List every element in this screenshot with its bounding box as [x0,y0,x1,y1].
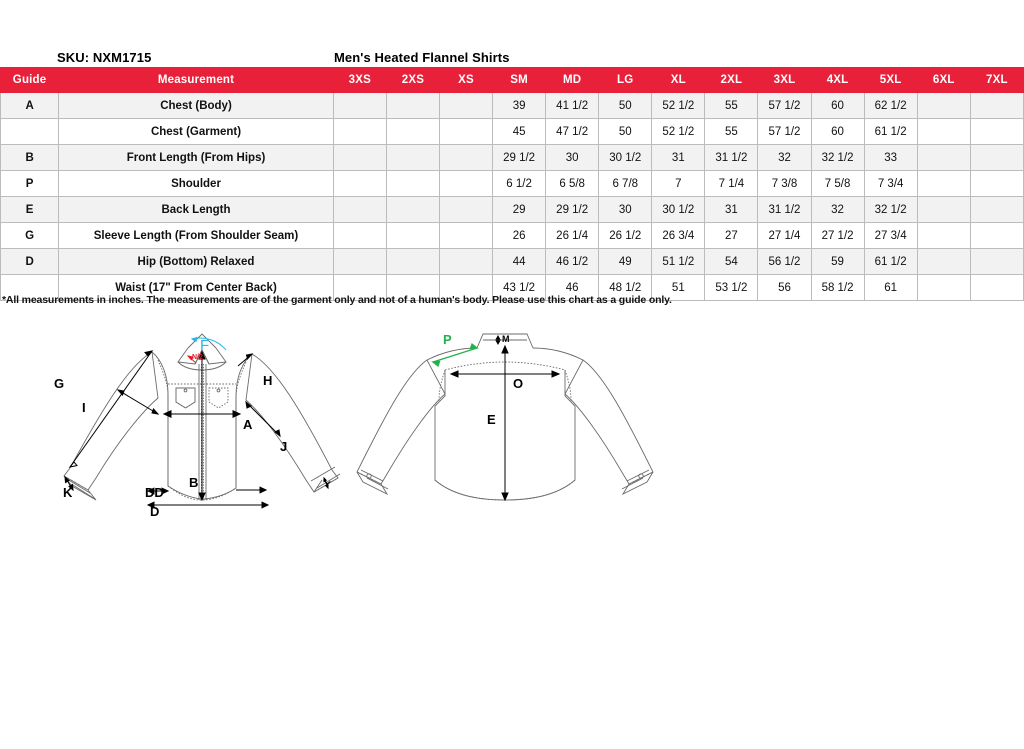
value-cell: 27 [705,223,758,249]
value-cell: 58 1/2 [811,275,864,301]
value-cell: 31 [652,145,705,171]
value-cell [917,145,970,171]
value-cell [439,249,492,275]
measurement-cell: Waist (17" From Center Back) [59,275,334,301]
value-cell: 39 [493,93,546,119]
column-header-measurement: Measurement [59,68,334,93]
diagram-label-E: E [487,412,496,427]
value-cell: 27 1/4 [758,223,811,249]
value-cell: 59 [811,249,864,275]
column-header-3xs: 3XS [333,68,386,93]
value-cell [917,197,970,223]
diagram-label-DD: DD [145,485,164,500]
value-cell: 27 1/2 [811,223,864,249]
guide-cell: D [1,249,59,275]
diagram-label-D: D [150,504,160,519]
guide-cell: A [1,93,59,119]
value-cell: 26 3/4 [652,223,705,249]
guide-cell: B [1,145,59,171]
value-cell [439,171,492,197]
value-cell [386,93,439,119]
value-cell [386,171,439,197]
value-cell: 61 1/2 [864,249,917,275]
table-header-row [1,68,1024,93]
table-row [1,171,1024,197]
measurement-cell: Chest (Garment) [59,119,334,145]
value-cell [917,171,970,197]
table-row [1,197,1024,223]
column-header-2xs: 2XS [386,68,439,93]
value-cell: 31 1/2 [705,145,758,171]
diagram-label-G: G [54,376,65,391]
column-header-md: MD [546,68,599,93]
column-header-sm: SM [493,68,546,93]
value-cell [386,223,439,249]
value-cell: 57 1/2 [758,119,811,145]
value-cell: 49 [599,249,652,275]
measurement-cell: Sleeve Length (From Shoulder Seam) [59,223,334,249]
value-cell: 6 1/2 [493,171,546,197]
measurement-cell: Hip (Bottom) Relaxed [59,249,334,275]
value-cell: 31 1/2 [758,197,811,223]
value-cell: 6 7/8 [599,171,652,197]
value-cell [970,171,1023,197]
value-cell: 29 1/2 [493,145,546,171]
table-row [1,93,1024,119]
value-cell [333,249,386,275]
column-header-3xl: 3XL [758,68,811,93]
value-cell [970,197,1023,223]
diagram-label-A: A [243,417,253,432]
size-chart-table [0,67,1024,301]
value-cell: 26 [493,223,546,249]
value-cell: 50 [599,93,652,119]
value-cell [333,223,386,249]
value-cell: 48 1/2 [599,275,652,301]
value-cell: 30 1/2 [652,197,705,223]
value-cell [917,119,970,145]
value-cell: 31 [705,197,758,223]
value-cell: 54 [705,249,758,275]
diagram-label-O: O [513,376,524,391]
value-cell: 51 [652,275,705,301]
product-name-label: Men's Heated Flannel Shirts [334,50,510,65]
value-cell: 51 1/2 [652,249,705,275]
table-header [1,68,1024,93]
value-cell: 32 [758,145,811,171]
guide-cell: E [1,197,59,223]
guide-cell [1,119,59,145]
value-cell [439,93,492,119]
back-view-shirt-diagram [355,318,655,528]
value-cell: 43 1/2 [493,275,546,301]
diagram-label-H: H [263,373,273,388]
value-cell [386,145,439,171]
column-header-2xl: 2XL [705,68,758,93]
value-cell [917,93,970,119]
value-cell: 47 1/2 [546,119,599,145]
value-cell: 27 3/4 [864,223,917,249]
value-cell: 33 [864,145,917,171]
value-cell: 29 1/2 [546,197,599,223]
value-cell: 52 1/2 [652,119,705,145]
value-cell [439,197,492,223]
diagram-label-P: P [443,332,452,347]
column-header-xl: XL [652,68,705,93]
value-cell: 7 3/4 [864,171,917,197]
front-view-shirt-diagram [40,318,370,538]
value-cell: 7 1/4 [705,171,758,197]
column-header-lg: LG [599,68,652,93]
value-cell: 32 [811,197,864,223]
value-cell: 7 [652,171,705,197]
value-cell: 32 1/2 [864,197,917,223]
value-cell: 44 [493,249,546,275]
column-header-xs: XS [439,68,492,93]
sku-label: SKU: NXM1715 [57,50,152,65]
value-cell: 55 [705,119,758,145]
diagram-label-K: K [63,485,73,500]
column-header-guide: Guide [1,68,59,93]
value-cell: 60 [811,93,864,119]
value-cell [970,275,1023,301]
column-header-7xl: 7XL [970,68,1023,93]
value-cell: 56 1/2 [758,249,811,275]
title-bar [0,50,1024,67]
value-cell: 55 [705,93,758,119]
column-header-5xl: 5XL [864,68,917,93]
guide-cell: G [1,223,59,249]
value-cell: 62 1/2 [864,93,917,119]
value-cell [333,197,386,223]
diagram-label-I: I [82,400,86,415]
diagram-label-B: B [189,475,199,490]
value-cell [970,145,1023,171]
value-cell: 29 [493,197,546,223]
value-cell: 53 1/2 [705,275,758,301]
diagram-label-F: F [200,337,210,354]
value-cell: 50 [599,119,652,145]
value-cell: 30 1/2 [599,145,652,171]
value-cell: 61 [864,275,917,301]
table-body [1,93,1024,301]
diagram-label-N2: N/2 [192,354,203,361]
diagram-area [0,318,1024,538]
value-cell [917,249,970,275]
value-cell [439,119,492,145]
value-cell: 41 1/2 [546,93,599,119]
value-cell: 26 1/4 [546,223,599,249]
value-cell [439,145,492,171]
measurement-cell: Back Length [59,197,334,223]
value-cell [333,119,386,145]
value-cell [917,275,970,301]
back-shirt-svg [355,318,655,523]
diagram-label-M: M [502,334,510,344]
value-cell: 56 [758,275,811,301]
value-cell [386,249,439,275]
value-cell: 30 [546,145,599,171]
table-row [1,145,1024,171]
measurement-cell: Chest (Body) [59,93,334,119]
value-cell: 61 1/2 [864,119,917,145]
value-cell [970,249,1023,275]
table-row [1,223,1024,249]
value-cell [386,119,439,145]
value-cell [970,93,1023,119]
value-cell [970,119,1023,145]
measurement-cell: Shoulder [59,171,334,197]
value-cell: 46 1/2 [546,249,599,275]
footnote-text: *All measurements in inches. The measurements are of the garment only and not of a human's body. Please use this chart as a guide only. [2,294,672,306]
diagram-label-J: J [280,439,288,454]
value-cell: 30 [599,197,652,223]
value-cell: 60 [811,119,864,145]
value-cell: 7 3/8 [758,171,811,197]
value-cell: 6 5/8 [546,171,599,197]
value-cell: 46 [546,275,599,301]
value-cell [386,197,439,223]
value-cell [333,93,386,119]
diagram-label-L: L [321,475,333,487]
value-cell [970,223,1023,249]
value-cell [917,223,970,249]
value-cell: 7 5/8 [811,171,864,197]
value-cell: 52 1/2 [652,93,705,119]
guide-cell: P [1,171,59,197]
value-cell [333,171,386,197]
value-cell [333,145,386,171]
value-cell [439,223,492,249]
table-row [1,119,1024,145]
value-cell: 57 1/2 [758,93,811,119]
column-header-4xl: 4XL [811,68,864,93]
column-header-6xl: 6XL [917,68,970,93]
measurement-cell: Front Length (From Hips) [59,145,334,171]
table-row [1,249,1024,275]
value-cell: 32 1/2 [811,145,864,171]
value-cell: 45 [493,119,546,145]
value-cell: 26 1/2 [599,223,652,249]
